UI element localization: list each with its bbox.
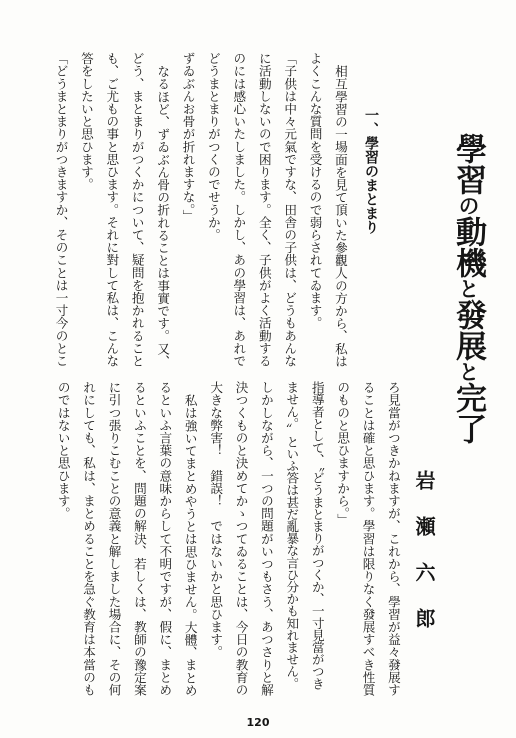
text-line: のではないと思ひます。 (55, 381, 71, 520)
text-line: しかしながら、一つの問題がいつもさう、あつさりと解 (258, 381, 274, 696)
author-name: 岩瀬六郎 (412, 470, 436, 654)
title-character: 發 (450, 299, 486, 330)
text-line: ません。〟といふ答は甚だ亂暴な言ひ分かも知れません。 (284, 381, 300, 690)
text-line: ずゐぶんお骨が折れますな。」 (180, 52, 196, 223)
text-line: も、ご尤もの事と思ひます。それに對して私は、こんな (104, 52, 120, 367)
text-line: 「子供は中々元氣ですな、田舎の子供は、どうもあんな (282, 52, 298, 367)
text-line: に活動しないので困ります。全く、子供がよく活動する (256, 52, 272, 367)
text-line: ろ見當がつきかねますが、これから、學習が益々發展す (385, 381, 401, 696)
title-character: 學 (450, 133, 486, 164)
article-title (447, 133, 489, 444)
text-line: よくこんな質問を受けるので弱らされてゐます。 (307, 52, 323, 330)
title-character: 了 (450, 413, 486, 444)
title-character: 機 (450, 247, 486, 278)
title-character: 習 (450, 164, 486, 195)
lower-text-block (50, 381, 406, 696)
text-line: 相互學習の一場面を見て頂いた參觀人の方から、私は (332, 64, 348, 367)
text-line: 答をしたいと思ひます。 (78, 52, 94, 191)
text-line: るといふ言葉の意味からして不明ですが、假に、まとめ (157, 381, 173, 696)
text-line: どう、まとまりがつくかについて、疑問を抱かれること (129, 52, 145, 367)
title-character: と (456, 361, 481, 382)
text-line: 私は強いてまとめやうとは思ひません。大體、まとめ (182, 393, 198, 696)
text-line: どうまとまりがつくのでせうか。 (205, 52, 221, 241)
section-heading: 一、學習のまとまり (363, 108, 379, 234)
text-line: れにしても、私は、まとめることを急ぐ教育は本當のも (81, 381, 97, 696)
title-character: 展 (450, 330, 486, 361)
text-line: 決つくものと決めてかゝつてゐることは、今日の教育の (233, 381, 249, 696)
text-line: に引つ張りこむことの意義と解しました場合に、その何 (106, 381, 122, 696)
title-character: 動 (450, 216, 486, 247)
page-number: 120 (246, 716, 270, 729)
text-line: るといふことを、問題の解決、若しくは、教師の豫定案 (131, 381, 147, 696)
title-character: と (456, 278, 481, 299)
text-line: ることは確と思ひます。學習は限りなく發展すべき性質 (360, 381, 376, 696)
text-line: 指導者として、〝どうまとまりがつくか、一寸見當がつき (309, 381, 325, 690)
text-line: 「どうまとまりがつきますか、そのことは一寸今のとこ (53, 52, 69, 367)
text-line: のには感心いたしました。しかし、あの學習は、あれで (231, 52, 247, 367)
title-character: 完 (450, 382, 486, 413)
text-line: なるほど、ずゐぶん骨の折れることは事實です。又、 (155, 64, 171, 367)
text-line: 大きな弊害！ 錯誤！ ではないかと思ひます。 (208, 381, 224, 659)
text-line: のものと思ひますから。」 (335, 381, 351, 526)
upper-text-block (48, 52, 353, 367)
title-character: の (456, 195, 481, 216)
